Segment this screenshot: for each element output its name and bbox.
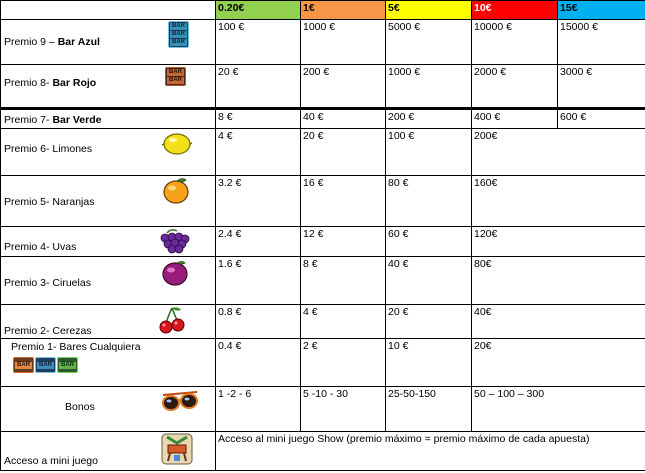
- prize-row-4: [1, 227, 645, 257]
- prize-prefix: Premio 6- Limones: [4, 143, 93, 155]
- prize-prefix: Premio 7-: [4, 114, 53, 126]
- prize-label: [1, 65, 216, 109]
- prize-label: [1, 176, 216, 227]
- payout-cell: 20€: [472, 339, 645, 387]
- cherries-icon: [159, 306, 185, 339]
- payout-cell: 5000 €: [386, 20, 472, 65]
- payout-cell: 0.8 €: [216, 305, 301, 339]
- payout-cell: 600 €: [558, 109, 645, 129]
- payout-cell: 40 €: [301, 109, 386, 129]
- payout-cell: 12 €: [301, 227, 386, 257]
- payout-cell: 200 €: [386, 109, 472, 129]
- prize-label: [1, 305, 216, 339]
- payout-cell: 1 -2 - 6: [216, 387, 301, 432]
- header-blank: [1, 1, 216, 20]
- header-row: [1, 1, 645, 20]
- payout-cell: 50 – 100 – 300: [472, 387, 645, 432]
- payout-cell: 100 €: [386, 129, 472, 176]
- payout-cell: 10000 €: [472, 20, 558, 65]
- prize-label: [1, 432, 216, 471]
- payout-cell: 2 €: [301, 339, 386, 387]
- payout-cell: 160€: [472, 176, 645, 227]
- prize-prefix: Premio 1- Bares Cualquiera: [11, 341, 141, 353]
- payout-cell: 100 €: [216, 20, 301, 65]
- prize-name: Bar Rojo: [52, 77, 97, 89]
- orange-icon: [160, 177, 192, 209]
- grapes-icon: [157, 227, 191, 257]
- payout-cell: 2000 €: [472, 65, 558, 109]
- prize-row-5: [1, 176, 645, 227]
- payout-cell: 20 €: [386, 305, 472, 339]
- prize-prefix: Premio 3- Ciruelas: [4, 277, 91, 289]
- prize-label: [1, 20, 216, 65]
- plum-icon: [160, 259, 190, 291]
- payout-cell: 200 €: [301, 65, 386, 109]
- payout-cell: 3000 €: [558, 65, 645, 109]
- payout-cell: 20 €: [216, 65, 301, 109]
- prize-name: Bar Azul: [57, 36, 100, 48]
- prize-row-8: [1, 65, 645, 109]
- prize-label: [1, 387, 216, 432]
- payout-cell: 1000 €: [301, 20, 386, 65]
- payout-cell: 10 €: [386, 339, 472, 387]
- payout-cell: 8 €: [301, 257, 386, 305]
- prize-label: [1, 129, 216, 176]
- payout-cell: 40€: [472, 305, 645, 339]
- prize-prefix: Premio 5- Naranjas: [4, 196, 95, 208]
- header-bet-5: 5€: [386, 1, 472, 20]
- prize-label: [1, 257, 216, 305]
- payout-cell: 4 €: [301, 305, 386, 339]
- payout-cell: 400 €: [472, 109, 558, 129]
- header-bet-020: 0.20€: [216, 1, 301, 20]
- beach-chair-icon: [161, 433, 193, 469]
- header-bet-15: 15€: [558, 1, 645, 20]
- payout-cell: 1000 €: [386, 65, 472, 109]
- prize-name: Bar Verde: [52, 114, 102, 126]
- prize-row-3: [1, 257, 645, 305]
- payout-cell: 200€: [472, 129, 645, 176]
- payout-cell: 1.6 €: [216, 257, 301, 305]
- prize-label: [1, 227, 216, 257]
- prize-prefix: Acceso a mini juego: [4, 455, 98, 467]
- prize-row-2: [1, 305, 645, 339]
- mini-game-row: [1, 432, 645, 471]
- payout-cell: 120€: [472, 227, 645, 257]
- header-bet-10: 10€: [472, 1, 558, 20]
- payout-cell: 4 €: [216, 129, 301, 176]
- sunglasses-icon: [161, 389, 199, 419]
- payout-cell: 16 €: [301, 176, 386, 227]
- prize-row-6: [1, 129, 645, 176]
- payout-cell: 5 -10 - 30: [301, 387, 386, 432]
- prize-prefix: Premio 2- Cerezas: [4, 325, 92, 337]
- any-bar-icon: BAR BAR BAR: [13, 357, 78, 373]
- prize-prefix: Bonos: [65, 401, 95, 413]
- bonus-row: [1, 387, 645, 432]
- payout-cell: 3.2 €: [216, 176, 301, 227]
- payout-cell: 40 €: [386, 257, 472, 305]
- payout-cell: 2.4 €: [216, 227, 301, 257]
- payout-cell: 15000 €: [558, 20, 645, 65]
- lemon-icon: [161, 131, 193, 161]
- payout-cell: 8 €: [216, 109, 301, 129]
- prize-label: [1, 339, 216, 387]
- bar-triple-blue-icon: BAR BAR BAR: [168, 21, 189, 48]
- prize-prefix: Premio 9 –: [4, 36, 58, 48]
- payout-cell: 80€: [472, 257, 645, 305]
- mini-game-description: Acceso al mini juego Show (premio máximo = premio máximo de cada apuesta): [216, 432, 645, 471]
- bar-double-red-icon: BAR BAR: [165, 67, 186, 86]
- prize-row-9: [1, 20, 645, 65]
- prize-row-7: [1, 109, 645, 129]
- payout-cell: 0.4 €: [216, 339, 301, 387]
- prize-label: [1, 109, 216, 129]
- prize-prefix: Premio 4- Uvas: [4, 241, 77, 253]
- prize-prefix: Premio 8-: [4, 77, 53, 89]
- prize-row-1: [1, 339, 645, 387]
- header-bet-1: 1€: [301, 1, 386, 20]
- payout-cell: 60 €: [386, 227, 472, 257]
- payout-cell: 25-50-150: [386, 387, 472, 432]
- payout-cell: 80 €: [386, 176, 472, 227]
- payout-cell: 20 €: [301, 129, 386, 176]
